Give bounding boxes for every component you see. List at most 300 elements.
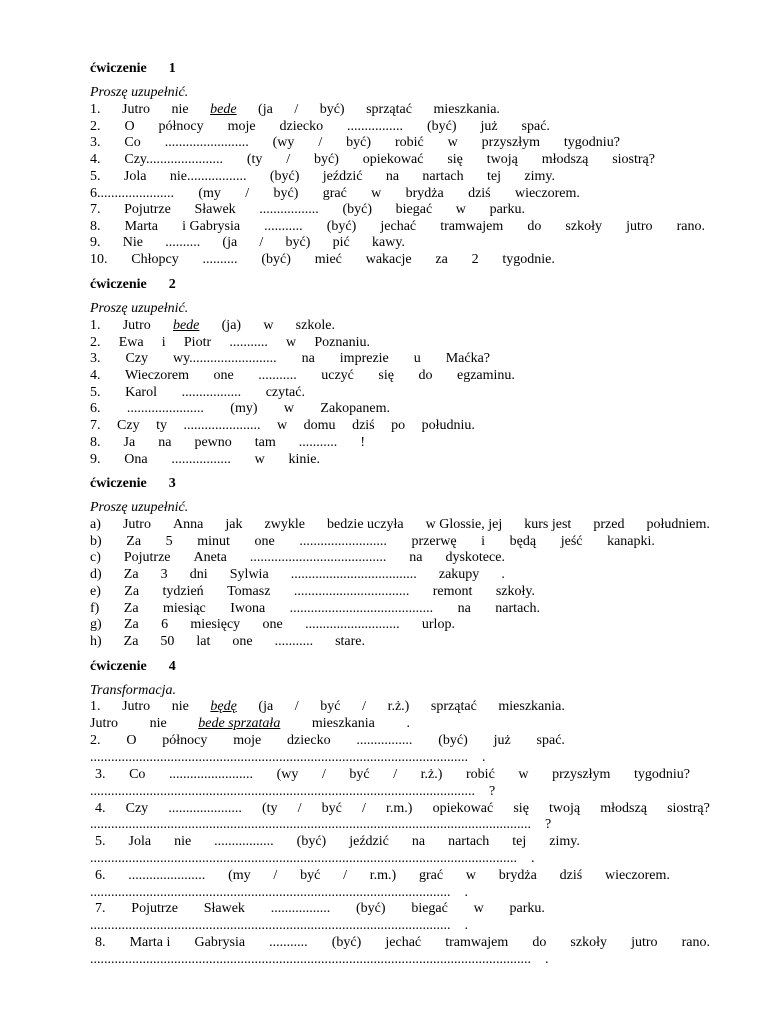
line-word: Pojutrze (123, 550, 171, 565)
exercise-line (90, 616, 455, 633)
line-word: biegać (395, 202, 433, 217)
line-word: / (294, 102, 299, 117)
answer-word: będę (210, 699, 237, 714)
line-word: one (254, 534, 275, 549)
line-word: na (457, 601, 471, 616)
line-word: południu. (421, 418, 475, 433)
exercise-instruction: Transformacja. (90, 683, 176, 698)
line-word: / (362, 699, 366, 714)
line-word: / (294, 699, 299, 714)
line-word: być) (319, 102, 345, 117)
line-word: (być) (426, 119, 457, 134)
exercise-line (90, 367, 515, 384)
line-word: nartach (422, 169, 464, 184)
exercise-line (90, 134, 620, 151)
line-word: (ja (258, 699, 274, 714)
line-word: nartach. (495, 601, 540, 616)
exercise-line (90, 783, 550, 800)
line-word: uczyć (321, 368, 354, 383)
line-word: Jutro (90, 716, 118, 731)
line-word: .............................................................................................................................. (90, 952, 531, 967)
line-word: szkoły (565, 219, 602, 234)
line-word: się (378, 368, 394, 383)
line-word: w (286, 335, 297, 350)
line-word: 5. (90, 385, 101, 400)
line-word: ......................... (299, 534, 387, 549)
line-word: parku. (509, 901, 545, 916)
line-word: f) (90, 601, 100, 616)
line-word: robić (394, 135, 424, 150)
line-word: jechać (380, 219, 417, 234)
line-word: siostrą? (612, 152, 655, 167)
line-word: Jola (128, 834, 152, 849)
line-word: tramwajem (445, 935, 509, 950)
line-word: Jutro (122, 699, 151, 714)
line-word: 5. (95, 834, 106, 849)
line-word: ! (360, 435, 365, 450)
exercise-line (90, 251, 555, 268)
line-word: (ty (261, 801, 278, 816)
line-word: one (232, 634, 253, 649)
exercise-line (95, 800, 710, 817)
line-word: r.ż.) (420, 767, 443, 782)
line-word: egzaminu. (457, 368, 515, 383)
line-word: tramwajem (440, 219, 504, 234)
answer-word: bede (210, 102, 237, 117)
line-word: się (447, 152, 463, 167)
exercise-heading (90, 276, 176, 293)
line-word: Jola (123, 169, 147, 184)
exercise-line (90, 118, 550, 135)
line-word: tej (487, 169, 502, 184)
line-word: Jutro (122, 102, 150, 117)
line-word: biegać (411, 901, 448, 916)
line-word: d) (90, 567, 102, 582)
line-word: Ona (124, 452, 148, 467)
line-word: Jutro (122, 318, 151, 333)
line-word: ................. (171, 452, 231, 467)
line-word: .......................................................................................................................... (90, 851, 517, 866)
exercise-line (90, 951, 630, 968)
line-word: nie (171, 102, 189, 117)
line-word: / (321, 767, 326, 782)
line-word: (być) (269, 169, 300, 184)
line-word: 8. (90, 435, 101, 450)
line-word: 6...................... (90, 186, 174, 201)
line-word: 3. (90, 351, 101, 366)
line-word: Zakopanem. (320, 401, 390, 416)
line-word: młodszą (600, 801, 647, 816)
line-word: jutro (631, 935, 658, 950)
exercise-line (90, 334, 370, 351)
line-word: / (245, 186, 250, 201)
line-word: ......................................... (289, 601, 434, 616)
line-word: 4. (90, 368, 101, 383)
line-word: ........... (274, 634, 314, 649)
line-word: 3 (160, 567, 168, 582)
exercise-title: ćwiczenie (90, 476, 147, 491)
line-word: być) (273, 186, 299, 201)
line-word: 4. (95, 801, 106, 816)
line-word: w (283, 401, 295, 416)
line-word: dziecko (287, 733, 331, 748)
line-word: w (447, 135, 458, 150)
line-word: spać. (536, 733, 565, 748)
line-word: Co (129, 767, 146, 782)
line-word: być) (346, 135, 372, 150)
line-word: wieczorem. (514, 186, 580, 201)
line-word: O (124, 119, 135, 134)
line-word: mieszkania. (433, 102, 500, 117)
line-word: twoją (549, 801, 581, 816)
exercise-line (90, 816, 635, 833)
line-word: za (435, 252, 448, 267)
line-word: nie (171, 699, 189, 714)
line-word: mieszkania. (498, 699, 565, 714)
line-word: 1. (90, 699, 101, 714)
line-word: Za (123, 634, 139, 649)
line-word: Iwona (230, 601, 266, 616)
line-word: (być) (296, 834, 327, 849)
line-word: Ja (123, 435, 136, 450)
line-word: ................ (356, 733, 413, 748)
line-word: zakupy (438, 567, 480, 582)
line-word: (ty (246, 152, 263, 167)
line-word: lat (196, 634, 211, 649)
line-word: w (277, 418, 288, 433)
line-word: / (259, 235, 264, 250)
line-word: sprzątać (430, 699, 477, 714)
exercise-line (90, 516, 710, 533)
line-word: Pojutrze (131, 901, 178, 916)
line-word: r.m.) (369, 868, 397, 883)
line-word: ....................................................................................................... (90, 885, 451, 900)
line-word: Ewa (118, 335, 144, 350)
line-word: pewno (194, 435, 232, 450)
line-word: stare. (335, 634, 365, 649)
line-word: / (286, 152, 291, 167)
line-word: (być) (331, 935, 362, 950)
line-word: 6 (161, 617, 169, 632)
line-word: Pojutrze (124, 202, 171, 217)
exercise-line (90, 201, 525, 218)
line-word: (być) (438, 733, 468, 748)
line-word: tygodnie. (502, 252, 555, 267)
line-word: przerwę (411, 534, 457, 549)
line-word: być) (314, 152, 339, 167)
line-word: grać (322, 186, 347, 201)
line-word: kanapki. (607, 534, 655, 549)
line-word: .............................................................................................................................. (90, 817, 531, 832)
line-word: . (501, 567, 505, 582)
line-word: brydża (498, 868, 537, 883)
line-word: na (385, 169, 400, 184)
exercise-line (90, 350, 490, 367)
line-word: rano. (676, 219, 705, 234)
exercise-number: 2 (168, 277, 176, 292)
line-word: / (273, 868, 278, 883)
line-word: . (464, 918, 468, 933)
line-word: Gabrysia (194, 935, 246, 950)
line-word: Tomasz (227, 584, 271, 599)
line-word: będą (509, 534, 537, 549)
exercise-instruction: Proszę uzupełnić. (90, 500, 189, 515)
line-word: / (297, 801, 302, 816)
exercise-line (95, 867, 670, 884)
line-word: 50 (160, 634, 175, 649)
line-word: Wieczorem (125, 368, 189, 383)
line-word: e) (90, 584, 101, 599)
line-word: tydzień (162, 584, 204, 599)
line-word: w (371, 186, 382, 201)
line-word: ? (545, 817, 552, 832)
line-word: 10. (90, 252, 108, 267)
line-word: .............................................................................................................. (90, 784, 475, 799)
line-word: kinie. (288, 452, 320, 467)
exercise-line (90, 317, 335, 334)
line-word: opiekować (362, 152, 424, 167)
line-word: . (482, 750, 486, 765)
line-word: w (455, 202, 466, 217)
line-word: i (481, 534, 486, 549)
line-word: 2. (90, 119, 101, 134)
line-word: Czy (117, 418, 140, 433)
line-word: / (343, 868, 347, 883)
line-word: nie (149, 716, 167, 731)
exercise-line (95, 833, 580, 850)
line-word: być (349, 767, 370, 782)
line-word: ........................ (169, 767, 253, 782)
line-word: przed (593, 517, 625, 532)
line-word: jeździć (349, 834, 389, 849)
line-word: pić (332, 235, 350, 250)
line-word: h) (90, 634, 102, 649)
line-word: na (301, 351, 315, 366)
line-word: (my (198, 186, 221, 201)
line-word: mieć (314, 252, 342, 267)
line-word: ................. (181, 385, 242, 400)
line-word: jeść (560, 534, 583, 549)
exercise-title: ćwiczenie (90, 659, 147, 674)
line-word: północy (162, 733, 208, 748)
line-word: 8. (95, 935, 106, 950)
line-word: / (361, 801, 366, 816)
exercise-line (90, 600, 540, 617)
line-word: . (464, 885, 468, 900)
exercise-line (90, 417, 475, 434)
line-word: ........................... (305, 617, 400, 632)
line-word: ................. (270, 901, 331, 916)
line-word: 3. (95, 767, 106, 782)
line-word: .......... (165, 235, 201, 250)
exercise-heading (90, 60, 176, 77)
line-word: w (518, 767, 529, 782)
line-word: rano. (681, 935, 710, 950)
line-word: 7. (90, 418, 101, 433)
line-word: dziecko (279, 119, 324, 134)
exercise-instruction: Proszę uzupełnić. (90, 85, 189, 100)
line-word: miesięcy (190, 617, 241, 632)
line-word: ..................... (168, 801, 242, 816)
line-word: przyszłym (552, 767, 611, 782)
answer-word: bede (172, 318, 200, 333)
line-word: ...................... (126, 401, 204, 416)
line-word: spać. (521, 119, 550, 134)
line-word: one (262, 617, 283, 632)
exercise-line (90, 715, 410, 732)
exercise-heading (90, 475, 176, 492)
line-word: 5. (90, 169, 101, 184)
line-word: do (532, 935, 547, 950)
exercise-line (90, 583, 535, 600)
exercise-line (90, 549, 505, 566)
line-word: 1. (90, 102, 101, 117)
line-word: sprzątać (366, 102, 412, 117)
line-word: Aneta (193, 550, 227, 565)
line-word: (my (228, 868, 251, 883)
line-word: 9. (90, 452, 101, 467)
line-word: / (318, 135, 323, 150)
line-word: się (513, 801, 529, 816)
line-word: (być) (261, 252, 291, 267)
line-word: c) (90, 550, 101, 565)
line-word: być) (285, 235, 311, 250)
line-word: Piotr (183, 335, 212, 350)
exercise-line (90, 698, 565, 715)
line-word: ...................... (128, 868, 206, 883)
line-word: w (465, 868, 476, 883)
line-word: 5 (165, 534, 173, 549)
line-word: w (263, 318, 274, 333)
line-word: 6. (90, 401, 101, 416)
line-word: robić (466, 767, 495, 782)
line-word: ....................................................................................................... (90, 918, 451, 933)
exercise-line (90, 533, 655, 550)
line-word: / (393, 767, 398, 782)
line-word: być (320, 699, 341, 714)
line-word: dni (189, 567, 208, 582)
exercise-line (90, 384, 305, 401)
line-word: ........... (269, 935, 308, 950)
line-word: ........... (298, 435, 338, 450)
line-word: Sławek (194, 202, 236, 217)
exercise-line (95, 900, 545, 917)
line-word: 2 (471, 252, 479, 267)
line-word: r.m.) (386, 801, 413, 816)
line-word: kawy. (372, 235, 405, 250)
line-word: już (480, 119, 498, 134)
line-word: ....................................... (249, 550, 387, 565)
answer-word: bede sprzatała (198, 716, 281, 731)
line-word: (wy (272, 135, 295, 150)
line-word: dziś (468, 186, 491, 201)
line-word: domu (303, 418, 336, 433)
line-word: miesiąc (163, 601, 206, 616)
line-word: opiekować (432, 801, 494, 816)
line-word: do (418, 368, 433, 383)
exercise-line (90, 168, 555, 185)
line-word: (ja (222, 235, 238, 250)
line-word: nie................. (169, 169, 247, 184)
line-word: południem. (646, 517, 710, 532)
line-word: (my) (230, 401, 258, 416)
line-word: u (413, 351, 421, 366)
line-word: dziś (352, 418, 375, 433)
exercise-line (90, 151, 655, 168)
line-word: Za (124, 617, 139, 632)
line-word: dziś (559, 868, 583, 883)
line-word: Poznaniu. (314, 335, 370, 350)
line-word: wakacje (365, 252, 412, 267)
line-word: (ja) (221, 318, 242, 333)
line-word: imprezie (339, 351, 389, 366)
exercise-line (90, 185, 580, 202)
line-word: Anna (172, 517, 204, 532)
line-word: przyszłym (481, 135, 540, 150)
exercise-line (90, 850, 575, 867)
exercise-line (90, 400, 390, 417)
line-word: zimy. (524, 169, 555, 184)
line-word: Jutro (122, 517, 151, 532)
exercise-title: ćwiczenie (90, 61, 147, 76)
line-word: bedzie uczyła (327, 517, 404, 532)
line-word: wy......................... (172, 351, 277, 366)
line-word: Marta (124, 219, 159, 234)
line-word: grać (418, 868, 444, 883)
line-word: 6. (95, 868, 106, 883)
line-word: Sławek (203, 901, 245, 916)
exercise-line (90, 884, 520, 901)
line-word: 3. (90, 135, 101, 150)
line-word: ................. (214, 834, 274, 849)
line-word: . (406, 716, 410, 731)
line-word: tej (512, 834, 527, 849)
exercise-line (90, 917, 510, 934)
line-word: Czy (125, 801, 149, 816)
line-word: zwykle (264, 517, 305, 532)
line-word: 4. (90, 152, 101, 167)
line-word: mieszkania (311, 716, 375, 731)
exercise-line (90, 566, 505, 583)
line-word: kurs jest (524, 517, 572, 532)
line-word: już (493, 733, 511, 748)
line-word: młodszą (541, 152, 589, 167)
line-word: Chłopcy (131, 252, 179, 267)
line-word: Czy (125, 351, 149, 366)
line-word: Karol (125, 385, 157, 400)
line-word: ........... (229, 335, 268, 350)
line-word: 8. (90, 219, 101, 234)
line-word: remont (432, 584, 473, 599)
line-word: Nie (122, 235, 143, 250)
line-word: szkoły (570, 935, 607, 950)
line-word: moje (227, 119, 256, 134)
line-word: Maćka? (445, 351, 490, 366)
line-word: minut (197, 534, 230, 549)
line-word: tam (254, 435, 276, 450)
line-word: nartach (448, 834, 490, 849)
line-word: w (254, 452, 265, 467)
line-word: 1. (90, 318, 101, 333)
line-word: jeździć (322, 169, 363, 184)
line-word: O (126, 733, 137, 748)
line-word: tygodniu? (563, 135, 620, 150)
line-word: Co (124, 135, 141, 150)
line-word: w Glossie, jej (425, 517, 503, 532)
exercise-line (90, 633, 365, 650)
exercise-number: 4 (168, 659, 176, 674)
exercise-line (90, 218, 705, 235)
